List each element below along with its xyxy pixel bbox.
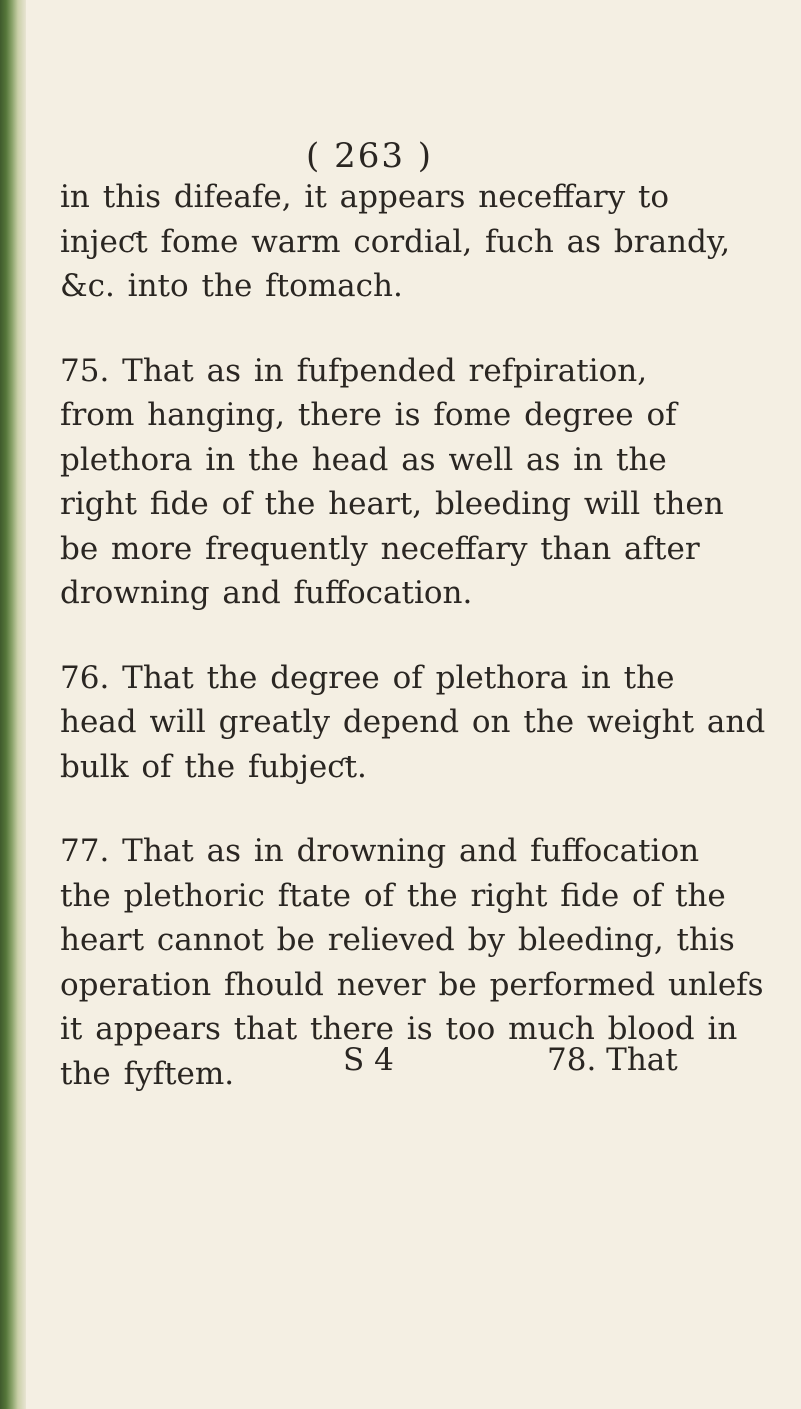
text-line: 75. That as in fufpended refpiration, [60,352,648,389]
text-line: right fide of the heart, bleeding will then [60,486,724,522]
text-line: injeƈt fome warm cordial, fuch as brandy, [60,223,731,260]
catchword: 78. That [547,1042,678,1078]
text-line: from hanging, there is fome degree of [60,397,677,433]
text-line: head will greatly depend on the weight and [60,704,766,740]
text-line: operation fhould never be performed unlefs [60,966,764,1003]
text-line: 76. That the degree of plethora in the [60,659,675,696]
text-line: the plethoric ftate of the right fide of the [60,877,726,914]
paragraph [60,656,766,790]
text-line: in this difeafe, it appears neceffary to [60,179,670,215]
text-line: bulk of the fubjeƈt. [60,748,367,785]
paragraph [60,175,740,309]
book-page [60,0,766,1409]
text-line: plethora in the head as well as in the [60,441,667,478]
text-line: heart cannot be relieved by bleeding, this [60,922,735,958]
text-line: drowning and fuffocation. [60,575,473,611]
paragraph [60,349,740,616]
signature-mark: S 4 [343,1042,394,1078]
page-number: ( 263 ) [306,136,434,176]
text-line: &c. into the ftomach. [60,268,403,304]
book-binding-edge [0,0,26,1409]
text-line: 77. That as in drowning and fuffocation [60,833,700,869]
text-line: be more frequently neceffary than after [60,530,700,567]
body-text [60,175,766,1096]
text-line: it appears that there is too much blood in [60,1011,738,1047]
text-line: the fyftem. [60,1055,235,1092]
